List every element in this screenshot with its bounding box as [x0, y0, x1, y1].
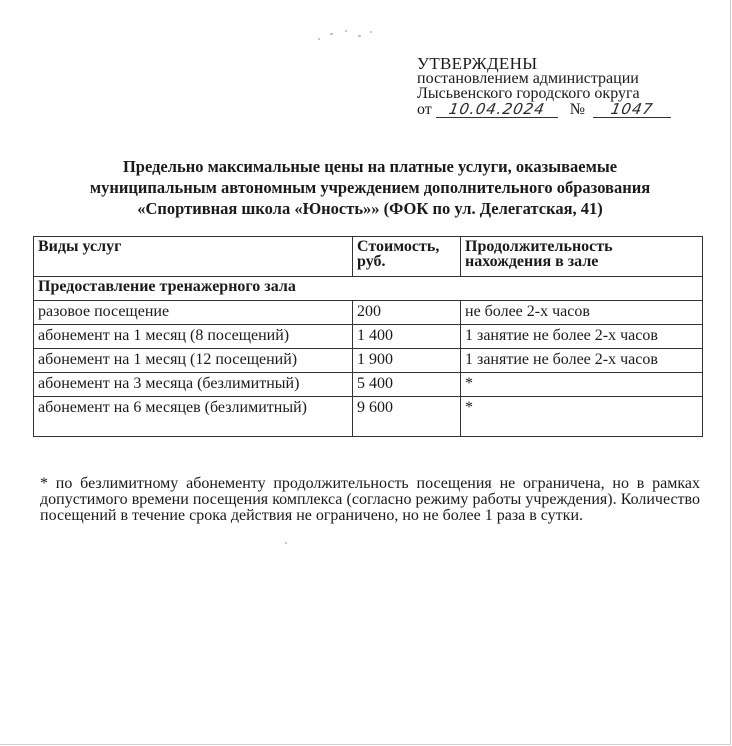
heading-line-2: муниципальным автономным учреждением дополнительного образования — [89, 178, 651, 197]
header-services: Виды услуг — [34, 237, 353, 277]
approval-line-2: Лысьвенского городского округа — [417, 85, 640, 102]
scan-speck — [345, 30, 347, 32]
duration-cell: * — [461, 373, 703, 397]
price-cell: 200 — [353, 301, 461, 325]
approval-block — [417, 56, 717, 118]
approval-title: УТВЕРЖДЕНЫ — [417, 54, 538, 73]
price-table — [33, 236, 703, 437]
service-cell: абонемент на 1 месяц (8 посещений) — [34, 325, 353, 349]
handwritten-date: 10.04.2024 — [447, 100, 547, 118]
scan-speck — [318, 38, 320, 40]
scan-speck — [285, 542, 287, 544]
scan-speck — [370, 31, 372, 33]
price-cell: 9 600 — [353, 397, 461, 437]
approval-line-1: постановлением администрации — [417, 70, 639, 87]
footnote: * по безлимитному абонементу продолжительность посещения не ограничена, но в рамках допустимого времени посещения комплекса (согласно режиму работы учреждения). Количество посещений в течение срока действия не ограничено, но не более 1 раза в сутки. — [40, 475, 700, 524]
table-row — [34, 325, 703, 349]
table-section-row — [34, 277, 703, 301]
approval-date-row — [417, 102, 717, 118]
header-duration: Продолжительность нахождения в зале — [461, 237, 703, 277]
table-row — [34, 373, 703, 397]
scan-speck — [358, 35, 361, 37]
table-header-row — [34, 237, 703, 277]
price-cell: 1 900 — [353, 349, 461, 373]
duration-cell: * — [461, 397, 703, 437]
duration-cell: 1 занятие не более 2-х часов — [461, 349, 703, 373]
header-cost: Стоимость, руб. — [353, 237, 461, 277]
date-field — [436, 102, 558, 118]
document-heading — [40, 156, 700, 219]
number-field — [593, 102, 671, 118]
handwritten-number: 1047 — [609, 100, 655, 118]
heading-line-3: «Спортивная школа «Юность»» (ФОК по ул. Делегатская, 41) — [137, 199, 603, 218]
number-prefix: № — [569, 101, 586, 118]
service-cell: абонемент на 6 месяцев (безлимитный) — [34, 397, 353, 437]
duration-cell: 1 занятие не более 2-х часов — [461, 325, 703, 349]
service-cell: абонемент на 3 месяца (безлимитный) — [34, 373, 353, 397]
table-row — [34, 349, 703, 373]
heading-line-1: Предельно максимальные цены на платные услуги, оказываемые — [122, 157, 618, 176]
price-cell: 5 400 — [353, 373, 461, 397]
date-prefix: от — [417, 101, 432, 118]
scan-speck — [330, 33, 333, 35]
service-cell: абонемент на 1 месяц (12 посещений) — [34, 349, 353, 373]
duration-cell: не более 2-х часов — [461, 301, 703, 325]
table-row — [34, 397, 703, 437]
table-row — [34, 301, 703, 325]
price-cell: 1 400 — [353, 325, 461, 349]
service-cell: разовое посещение — [34, 301, 353, 325]
section-title: Предоставление тренажерного зала — [34, 277, 703, 301]
